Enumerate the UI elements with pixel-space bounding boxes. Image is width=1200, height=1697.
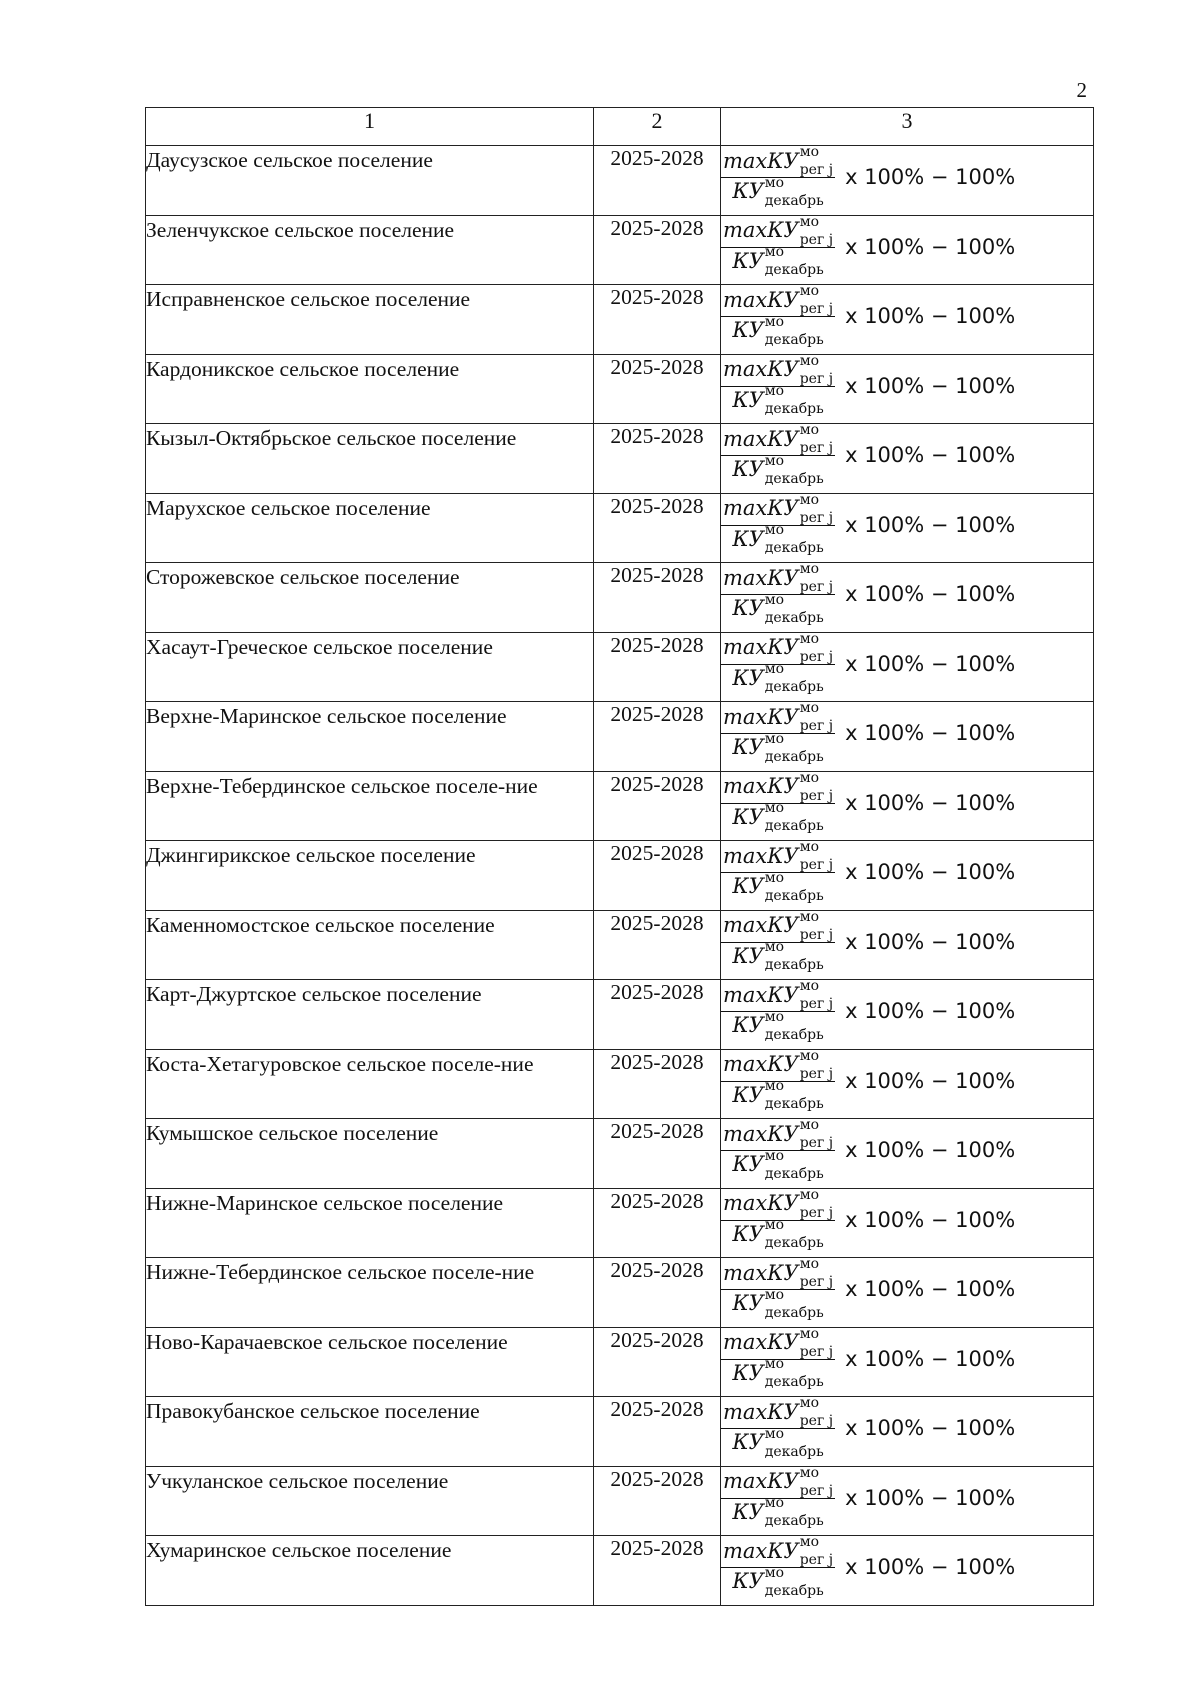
formula bbox=[721, 285, 1094, 355]
formula bbox=[721, 215, 1094, 285]
denominator-main: КУ bbox=[732, 1499, 764, 1524]
formula-fraction bbox=[721, 283, 835, 348]
table-row bbox=[146, 1327, 1094, 1397]
denominator-main: КУ bbox=[732, 179, 764, 203]
denominator-main: КУ bbox=[732, 1082, 764, 1107]
settlement-name: Кызыл-Октябрьское сельское поселение bbox=[146, 424, 594, 494]
numerator-superscript: мо bbox=[799, 1256, 820, 1272]
formula bbox=[721, 632, 1094, 702]
settlement-name: Сторожевское сельское поселение bbox=[146, 563, 594, 633]
numerator-main: maxКУ bbox=[723, 1260, 799, 1285]
formula-denominator bbox=[732, 1495, 824, 1529]
denominator-subscript: декабрь bbox=[764, 748, 824, 765]
period: 2025-2028 bbox=[594, 146, 721, 216]
formula-numerator bbox=[721, 978, 835, 1013]
numerator-superscript: мо bbox=[799, 700, 820, 716]
denominator-subscript: декабрь bbox=[764, 957, 824, 973]
denominator-subscript: декабрь bbox=[764, 1026, 824, 1043]
denominator-superscript: мо bbox=[764, 174, 785, 191]
period: 2025-2028 bbox=[594, 910, 721, 980]
header-column-2: 2 bbox=[594, 108, 721, 146]
numerator-superscript: мо bbox=[799, 283, 820, 299]
numerator-subscript: рег j bbox=[799, 857, 834, 873]
settlement-name: Исправненское сельское поселение bbox=[146, 285, 594, 355]
formula-tail: x 100% − 100% bbox=[845, 929, 1016, 954]
denominator-main: КУ bbox=[732, 1430, 764, 1454]
period: 2025-2028 bbox=[594, 702, 721, 772]
denominator-superscript: мо bbox=[764, 661, 785, 677]
denominator-subscript: декабрь bbox=[764, 1582, 824, 1599]
period: 2025-2028 bbox=[594, 1536, 721, 1606]
denominator-superscript: мо bbox=[764, 383, 785, 399]
denominator-subscript: декабрь bbox=[764, 1096, 824, 1112]
formula-fraction bbox=[721, 1395, 835, 1460]
table-row bbox=[146, 285, 1094, 355]
header-column-3: 3 bbox=[721, 108, 1094, 146]
settlement-name: Верхне-Тебердинское сельское поселе-ние bbox=[146, 771, 594, 841]
formula-numerator bbox=[721, 700, 835, 735]
denominator-subscript: декабрь bbox=[764, 401, 824, 417]
numerator-superscript: мо bbox=[799, 978, 820, 994]
formula-denominator bbox=[732, 452, 824, 487]
formula-fraction bbox=[721, 491, 835, 556]
numerator-main: maxКУ bbox=[723, 635, 799, 659]
period: 2025-2028 bbox=[594, 1466, 721, 1536]
formula-tail: x 100% − 100% bbox=[845, 721, 1016, 745]
numerator-subscript: рег j bbox=[799, 1413, 834, 1429]
formula-denominator bbox=[732, 800, 824, 834]
table-row bbox=[146, 1049, 1094, 1119]
formula bbox=[721, 1327, 1094, 1397]
formula-denominator bbox=[732, 1147, 824, 1182]
formula-numerator bbox=[721, 283, 835, 318]
table-row bbox=[146, 771, 1094, 841]
period: 2025-2028 bbox=[594, 1119, 721, 1189]
formula-numerator bbox=[721, 1117, 835, 1152]
numerator-main: maxКУ bbox=[723, 1538, 799, 1563]
formula-tail: x 100% − 100% bbox=[845, 651, 1016, 676]
formula bbox=[721, 1258, 1094, 1328]
formula-fraction bbox=[721, 978, 835, 1043]
numerator-subscript: рег j bbox=[799, 718, 834, 734]
formula-tail: x 100% − 100% bbox=[845, 1416, 1016, 1440]
numerator-subscript: рег j bbox=[799, 509, 834, 526]
denominator-main: КУ bbox=[732, 1569, 764, 1593]
formula bbox=[721, 1466, 1094, 1536]
formula bbox=[721, 1119, 1094, 1189]
denominator-main: КУ bbox=[732, 457, 764, 481]
denominator-main: КУ bbox=[732, 596, 764, 620]
formula-fraction bbox=[721, 839, 835, 904]
denominator-superscript: мо bbox=[764, 522, 785, 538]
denominator-main: КУ bbox=[732, 1360, 764, 1385]
period: 2025-2028 bbox=[594, 424, 721, 494]
formula bbox=[721, 563, 1094, 633]
denominator-subscript: декабрь bbox=[764, 1513, 824, 1529]
denominator-main: КУ bbox=[732, 1291, 764, 1315]
denominator-main: КУ bbox=[732, 387, 764, 412]
table-row bbox=[146, 1119, 1094, 1189]
numerator-superscript: мо bbox=[799, 1534, 820, 1550]
settlement-name: Хасаут-Греческое сельское поселение bbox=[146, 632, 594, 702]
formula-fraction bbox=[721, 700, 835, 765]
numerator-superscript: мо bbox=[799, 561, 820, 577]
formula-denominator bbox=[732, 244, 824, 278]
formula-tail: x 100% − 100% bbox=[845, 1277, 1016, 1301]
denominator-subscript: декабрь bbox=[764, 818, 824, 834]
table-row bbox=[146, 354, 1094, 424]
settlement-name: Кардоникское сельское поселение bbox=[146, 354, 594, 424]
denominator-superscript: мо bbox=[764, 1217, 785, 1233]
table-row bbox=[146, 980, 1094, 1050]
denominator-superscript: мо bbox=[764, 1286, 785, 1303]
formula-denominator bbox=[732, 313, 824, 348]
numerator-superscript: мо bbox=[799, 491, 820, 508]
denominator-superscript: мо bbox=[764, 591, 785, 608]
table-row bbox=[146, 424, 1094, 494]
numerator-main: maxКУ bbox=[723, 426, 799, 451]
formula-denominator bbox=[732, 522, 824, 556]
formula bbox=[721, 841, 1094, 911]
table-body bbox=[146, 146, 1094, 1606]
settlement-name: Зеленчукское сельское поселение bbox=[146, 215, 594, 285]
formula-denominator bbox=[732, 1286, 824, 1321]
formula-denominator bbox=[732, 591, 824, 626]
formula bbox=[721, 354, 1094, 424]
denominator-main: КУ bbox=[732, 735, 764, 759]
formula-denominator bbox=[732, 383, 824, 417]
formula-fraction bbox=[721, 1117, 835, 1182]
denominator-main: КУ bbox=[732, 874, 764, 898]
formula-tail: x 100% − 100% bbox=[845, 234, 1016, 259]
denominator-superscript: мо bbox=[764, 1078, 785, 1094]
period: 2025-2028 bbox=[594, 493, 721, 563]
formula-denominator bbox=[732, 661, 824, 695]
numerator-subscript: рег j bbox=[799, 1482, 834, 1499]
denominator-superscript: мо bbox=[764, 1147, 785, 1164]
period: 2025-2028 bbox=[594, 215, 721, 285]
formula-tail: x 100% − 100% bbox=[845, 1207, 1016, 1232]
formula-denominator bbox=[732, 1425, 824, 1460]
period: 2025-2028 bbox=[594, 1188, 721, 1258]
numerator-main: maxКУ bbox=[723, 1191, 799, 1215]
page-number: 2 bbox=[1076, 78, 1087, 102]
denominator-subscript: декабрь bbox=[764, 1304, 824, 1321]
denominator-main: КУ bbox=[732, 943, 764, 968]
numerator-main: maxКУ bbox=[723, 1052, 799, 1076]
formula-denominator bbox=[732, 1008, 824, 1043]
numerator-main: maxКУ bbox=[723, 982, 799, 1007]
formula-denominator bbox=[732, 939, 824, 973]
period: 2025-2028 bbox=[594, 285, 721, 355]
formula bbox=[721, 146, 1094, 216]
settlement-name: Джингирикское сельское поселение bbox=[146, 841, 594, 911]
table-row bbox=[146, 910, 1094, 980]
table-row bbox=[146, 632, 1094, 702]
numerator-main: maxКУ bbox=[723, 1469, 799, 1493]
table-row bbox=[146, 1258, 1094, 1328]
formula bbox=[721, 1536, 1094, 1606]
numerator-superscript: мо bbox=[799, 769, 820, 786]
numerator-subscript: рег j bbox=[799, 162, 834, 178]
denominator-subscript: декабрь bbox=[764, 887, 824, 904]
denominator-superscript: мо bbox=[764, 1008, 785, 1025]
denominator-subscript: декабрь bbox=[764, 540, 824, 556]
formula-denominator bbox=[732, 1217, 824, 1251]
table-row bbox=[146, 493, 1094, 563]
formula-tail: x 100% − 100% bbox=[845, 373, 1016, 398]
settlement-name: Нижне-Тебердинское сельское поселе-ние bbox=[146, 1258, 594, 1328]
formula-fraction bbox=[721, 422, 835, 487]
table-row bbox=[146, 1188, 1094, 1258]
denominator-main: КУ bbox=[732, 1013, 764, 1037]
denominator-subscript: декабрь bbox=[764, 331, 824, 348]
table-header-row bbox=[146, 108, 1094, 146]
formula-denominator bbox=[732, 1078, 824, 1112]
denominator-superscript: мо bbox=[764, 869, 785, 886]
denominator-subscript: декабрь bbox=[764, 262, 824, 278]
numerator-superscript: мо bbox=[799, 352, 820, 369]
formula-fraction bbox=[721, 1325, 835, 1390]
formula-tail: x 100% − 100% bbox=[845, 1346, 1016, 1371]
table-row bbox=[146, 841, 1094, 911]
denominator-subscript: декабрь bbox=[764, 1374, 824, 1390]
table-row bbox=[146, 1397, 1094, 1467]
settlements-table bbox=[145, 107, 1094, 1606]
numerator-subscript: рег j bbox=[799, 926, 834, 943]
settlement-name: Верхне-Маринское сельское поселение bbox=[146, 702, 594, 772]
numerator-superscript: мо bbox=[799, 1186, 820, 1203]
denominator-superscript: мо bbox=[764, 939, 785, 955]
numerator-subscript: рег j bbox=[799, 996, 834, 1012]
formula-numerator bbox=[721, 561, 835, 596]
formula-fraction bbox=[721, 1534, 835, 1599]
period: 2025-2028 bbox=[594, 632, 721, 702]
denominator-main: КУ bbox=[732, 665, 764, 690]
numerator-subscript: рег j bbox=[799, 1065, 834, 1082]
settlement-name: Марухское сельское поселение bbox=[146, 493, 594, 563]
denominator-main: КУ bbox=[732, 248, 764, 273]
denominator-superscript: мо bbox=[764, 1356, 785, 1372]
denominator-superscript: мо bbox=[764, 452, 785, 469]
numerator-subscript: рег j bbox=[799, 787, 834, 804]
formula-fraction bbox=[721, 1047, 835, 1112]
numerator-main: maxКУ bbox=[723, 1399, 799, 1424]
table-row bbox=[146, 1536, 1094, 1606]
denominator-subscript: декабрь bbox=[764, 1165, 824, 1182]
numerator-subscript: рег j bbox=[799, 1204, 834, 1221]
formula-tail: x 100% − 100% bbox=[845, 1138, 1016, 1162]
numerator-superscript: мо bbox=[799, 422, 820, 438]
numerator-main: maxКУ bbox=[723, 218, 799, 242]
denominator-main: КУ bbox=[732, 318, 764, 342]
formula-fraction bbox=[721, 1186, 835, 1251]
formula-denominator bbox=[732, 869, 824, 904]
denominator-superscript: мо bbox=[764, 1495, 785, 1511]
formula-tail: x 100% − 100% bbox=[845, 165, 1016, 189]
formula-fraction bbox=[721, 213, 835, 278]
formula bbox=[721, 1049, 1094, 1119]
formula-fraction bbox=[721, 144, 835, 209]
period: 2025-2028 bbox=[594, 841, 721, 911]
formula-denominator bbox=[732, 1356, 824, 1390]
formula-numerator bbox=[721, 1395, 835, 1430]
numerator-superscript: мо bbox=[799, 1117, 820, 1133]
formula-fraction bbox=[721, 1256, 835, 1321]
numerator-main: maxКУ bbox=[723, 287, 799, 312]
settlement-name: Правокубанское сельское поселение bbox=[146, 1397, 594, 1467]
settlement-name: Каменномостское сельское поселение bbox=[146, 910, 594, 980]
settlement-name: Даусузское сельское поселение bbox=[146, 146, 594, 216]
numerator-main: maxКУ bbox=[723, 913, 799, 937]
denominator-subscript: декабрь bbox=[764, 470, 824, 487]
denominator-superscript: мо bbox=[764, 244, 785, 260]
numerator-subscript: рег j bbox=[799, 301, 834, 317]
formula-tail: x 100% − 100% bbox=[845, 582, 1016, 606]
settlement-name: Коста-Хетагуровское сельское поселе-ние bbox=[146, 1049, 594, 1119]
numerator-main: maxКУ bbox=[723, 843, 799, 868]
formula-tail: x 100% − 100% bbox=[845, 790, 1016, 815]
formula-fraction bbox=[721, 769, 835, 834]
period: 2025-2028 bbox=[594, 1258, 721, 1328]
formula bbox=[721, 1397, 1094, 1467]
denominator-superscript: мо bbox=[764, 800, 785, 816]
formula-numerator bbox=[721, 1256, 835, 1291]
numerator-superscript: мо bbox=[799, 908, 820, 925]
numerator-subscript: рег j bbox=[799, 1135, 834, 1151]
formula-tail: x 100% − 100% bbox=[845, 512, 1016, 537]
header-column-1: 1 bbox=[146, 108, 594, 146]
denominator-main: КУ bbox=[732, 526, 764, 551]
settlement-name: Ново-Карачаевское сельское поселение bbox=[146, 1327, 594, 1397]
formula-numerator bbox=[721, 422, 835, 457]
formula-denominator bbox=[732, 730, 824, 765]
denominator-subscript: декабрь bbox=[764, 192, 824, 209]
period: 2025-2028 bbox=[594, 980, 721, 1050]
numerator-main: maxКУ bbox=[723, 357, 799, 381]
denominator-subscript: декабрь bbox=[764, 679, 824, 695]
numerator-superscript: мо bbox=[799, 1047, 820, 1064]
numerator-main: maxКУ bbox=[723, 148, 799, 173]
formula-numerator bbox=[721, 1534, 835, 1569]
denominator-main: КУ bbox=[732, 804, 764, 829]
numerator-subscript: рег j bbox=[799, 1552, 834, 1568]
numerator-subscript: рег j bbox=[799, 1343, 834, 1360]
table-row bbox=[146, 702, 1094, 772]
numerator-subscript: рег j bbox=[799, 579, 834, 595]
numerator-subscript: рег j bbox=[799, 648, 834, 665]
formula-tail: x 100% − 100% bbox=[845, 1555, 1016, 1579]
denominator-subscript: декабрь bbox=[764, 1443, 824, 1460]
numerator-main: maxКУ bbox=[723, 1121, 799, 1146]
formula bbox=[721, 910, 1094, 980]
period: 2025-2028 bbox=[594, 1327, 721, 1397]
numerator-main: maxКУ bbox=[723, 496, 799, 520]
formula-numerator bbox=[721, 144, 835, 179]
formula-tail: x 100% − 100% bbox=[845, 304, 1016, 328]
denominator-main: КУ bbox=[732, 1221, 764, 1246]
settlement-name: Учкуланское сельское поселение bbox=[146, 1466, 594, 1536]
table-row bbox=[146, 215, 1094, 285]
numerator-superscript: мо bbox=[799, 144, 820, 160]
table-row bbox=[146, 146, 1094, 216]
settlement-name: Нижне-Маринское сельское поселение bbox=[146, 1188, 594, 1258]
denominator-subscript: декабрь bbox=[764, 609, 824, 626]
table-row bbox=[146, 563, 1094, 633]
formula-fraction bbox=[721, 352, 835, 417]
table-row bbox=[146, 1466, 1094, 1536]
denominator-superscript: мо bbox=[764, 1425, 785, 1442]
numerator-superscript: мо bbox=[799, 839, 820, 855]
denominator-superscript: мо bbox=[764, 730, 785, 747]
numerator-main: maxКУ bbox=[723, 704, 799, 729]
formula-fraction bbox=[721, 630, 835, 695]
denominator-subscript: декабрь bbox=[764, 1235, 824, 1251]
numerator-superscript: мо bbox=[799, 1464, 820, 1481]
numerator-superscript: мо bbox=[799, 1325, 820, 1342]
numerator-superscript: мо bbox=[799, 630, 820, 647]
numerator-superscript: мо bbox=[799, 1395, 820, 1411]
formula-denominator bbox=[732, 174, 824, 209]
period: 2025-2028 bbox=[594, 354, 721, 424]
denominator-superscript: мо bbox=[764, 313, 785, 330]
settlement-name: Кумышское сельское поселение bbox=[146, 1119, 594, 1189]
settlement-name: Карт-Джуртское сельское поселение bbox=[146, 980, 594, 1050]
numerator-subscript: рег j bbox=[799, 1274, 834, 1290]
formula bbox=[721, 771, 1094, 841]
formula-denominator bbox=[732, 1564, 824, 1599]
period: 2025-2028 bbox=[594, 563, 721, 633]
period: 2025-2028 bbox=[594, 771, 721, 841]
formula-fraction bbox=[721, 1464, 835, 1529]
formula bbox=[721, 980, 1094, 1050]
formula bbox=[721, 702, 1094, 772]
formula-fraction bbox=[721, 561, 835, 626]
numerator-main: maxКУ bbox=[723, 1330, 799, 1354]
numerator-main: maxКУ bbox=[723, 774, 799, 798]
numerator-subscript: рег j bbox=[799, 370, 834, 387]
formula bbox=[721, 424, 1094, 494]
numerator-superscript: мо bbox=[799, 213, 820, 230]
period: 2025-2028 bbox=[594, 1049, 721, 1119]
numerator-subscript: рег j bbox=[799, 440, 834, 456]
denominator-superscript: мо bbox=[764, 1564, 785, 1581]
formula-tail: x 100% − 100% bbox=[845, 999, 1016, 1023]
denominator-main: КУ bbox=[732, 1152, 764, 1176]
formula-numerator bbox=[721, 839, 835, 874]
formula-tail: x 100% − 100% bbox=[845, 1068, 1016, 1093]
settlement-name: Хумаринское сельское поселение bbox=[146, 1536, 594, 1606]
numerator-main: maxКУ bbox=[723, 565, 799, 590]
formula-tail: x 100% − 100% bbox=[845, 443, 1016, 467]
formula-fraction bbox=[721, 908, 835, 973]
formula-tail: x 100% − 100% bbox=[845, 1485, 1016, 1510]
numerator-subscript: рег j bbox=[799, 231, 834, 248]
formula bbox=[721, 493, 1094, 563]
formula-tail: x 100% − 100% bbox=[845, 860, 1016, 884]
period: 2025-2028 bbox=[594, 1397, 721, 1467]
formula bbox=[721, 1188, 1094, 1258]
